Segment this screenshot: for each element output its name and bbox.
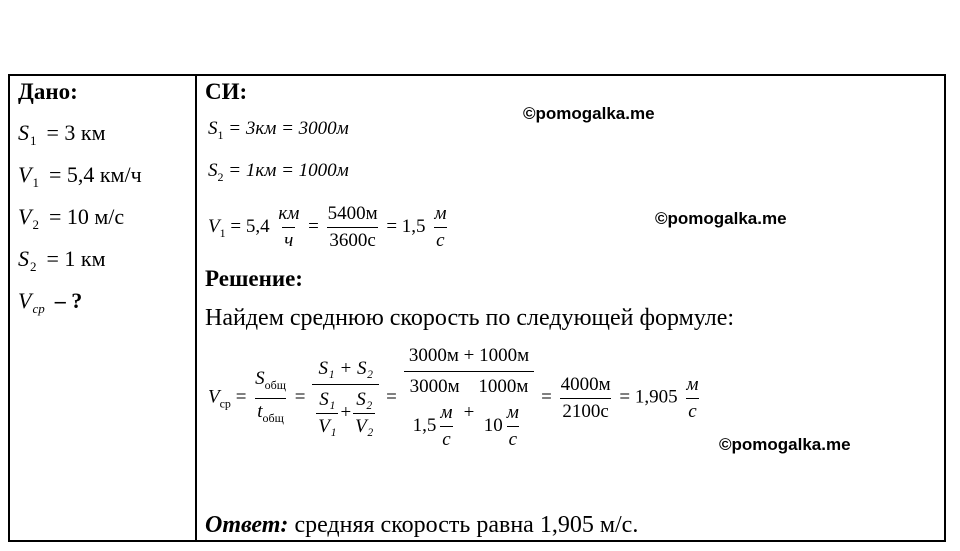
- t-sub: общ: [262, 410, 284, 425]
- subscript: 2: [32, 217, 39, 232]
- fraction-symbolic: [312, 358, 379, 438]
- eq: =: [294, 386, 306, 408]
- den: с: [434, 227, 446, 252]
- subscript: 2: [30, 259, 37, 274]
- plus: +: [340, 401, 352, 423]
- fraction-kmh: [276, 203, 301, 252]
- answer-label: Ответ:: [205, 512, 289, 538]
- num: м: [686, 373, 699, 395]
- coef: = 5,4: [230, 215, 270, 237]
- num: S₁ + S₂: [318, 358, 374, 379]
- watermark: ©pomogalka.me: [523, 104, 655, 123]
- subscript: 2: [217, 170, 224, 184]
- column-divider: [195, 74, 197, 542]
- num: м: [440, 402, 453, 423]
- s-sub: общ: [264, 377, 287, 392]
- subscript: 1: [219, 225, 226, 240]
- si-s1-line: [208, 118, 349, 143]
- num: 3000м: [409, 376, 460, 397]
- s-symbol: S: [255, 367, 265, 389]
- solution-text: Найдем среднюю скорость по следующей формуле:: [205, 305, 735, 331]
- fraction-final: [559, 374, 613, 423]
- result: = 1,5: [386, 215, 426, 237]
- given-header: Дано:: [18, 79, 78, 104]
- fraction-numeric: [404, 345, 535, 451]
- si-header: СИ:: [205, 79, 248, 104]
- lhs-symbol: V: [208, 386, 220, 408]
- watermark: ©pomogalka.me: [719, 435, 851, 454]
- den: V₁: [316, 413, 338, 438]
- eq: =: [541, 386, 552, 408]
- num: S₁: [319, 389, 336, 410]
- given-v1: [18, 162, 142, 191]
- num: 4000м: [560, 373, 611, 395]
- fraction-s1-v1: [316, 389, 338, 438]
- symbol: S: [18, 246, 29, 271]
- value: = 3км = 3000м: [228, 118, 349, 139]
- coef: 10: [483, 414, 503, 436]
- si-v1-line: [208, 203, 450, 252]
- den: ч: [282, 227, 295, 252]
- den: 3600с: [327, 227, 377, 252]
- symbol: V: [18, 162, 32, 187]
- si-s2-line: [208, 160, 349, 185]
- eq: =: [386, 386, 397, 408]
- den: V₂: [353, 413, 375, 438]
- given-s1: [18, 120, 106, 149]
- den: с: [686, 398, 698, 423]
- value: – ?: [54, 288, 83, 313]
- given-vcp: [18, 288, 82, 317]
- fraction-total: [253, 368, 288, 429]
- symbol: S: [18, 120, 29, 145]
- lhs-subscript: ср: [219, 396, 231, 411]
- eq: =: [235, 386, 247, 408]
- value: = 3 км: [46, 120, 106, 145]
- subscript: 1: [217, 128, 224, 142]
- fraction-conversion: [326, 203, 380, 252]
- symbol: S: [208, 160, 218, 181]
- answer: [205, 512, 638, 539]
- t-symbol: t: [257, 400, 263, 422]
- fraction-3000: [408, 376, 462, 451]
- given-s2: [18, 246, 106, 275]
- value: = 10 м/с: [48, 204, 125, 229]
- given-v2: [18, 204, 124, 233]
- symbol: V: [18, 288, 32, 313]
- symbol: V: [18, 204, 32, 229]
- value: = 5,4 км/ч: [48, 162, 142, 187]
- num: м: [434, 203, 447, 224]
- symbol: V: [208, 215, 220, 237]
- num: м: [506, 402, 519, 423]
- den: с: [507, 426, 519, 451]
- given-column: [18, 78, 188, 316]
- symbol: S: [208, 118, 218, 139]
- solution-header: Решение:: [205, 266, 303, 291]
- num: 1000м: [478, 376, 529, 397]
- num: S₂: [356, 389, 373, 410]
- num: 3000м + 1000м: [408, 345, 530, 366]
- fraction-result-unit: [684, 374, 700, 423]
- solution-formula: [208, 345, 703, 451]
- watermark: ©pomogalka.me: [655, 209, 787, 228]
- fraction-1000: [476, 376, 530, 451]
- answer-text: средняя скорость равна 1,905 м/с.: [288, 512, 639, 538]
- den: с: [440, 426, 452, 451]
- den: 2100с: [560, 398, 610, 423]
- eq: =: [308, 215, 319, 237]
- fraction-ms: [432, 203, 448, 252]
- num: км: [278, 203, 300, 224]
- num: 5400м: [327, 203, 378, 224]
- value: = 1 км: [46, 246, 106, 271]
- subscript: 1: [32, 175, 39, 190]
- subscript: 1: [30, 133, 37, 148]
- fraction-s2-v2: [353, 389, 375, 438]
- plus: +: [463, 401, 475, 423]
- value: = 1км = 1000м: [228, 160, 349, 181]
- coef: 1,5: [412, 414, 437, 436]
- subscript: ср: [32, 301, 45, 316]
- result: = 1,905: [619, 386, 678, 408]
